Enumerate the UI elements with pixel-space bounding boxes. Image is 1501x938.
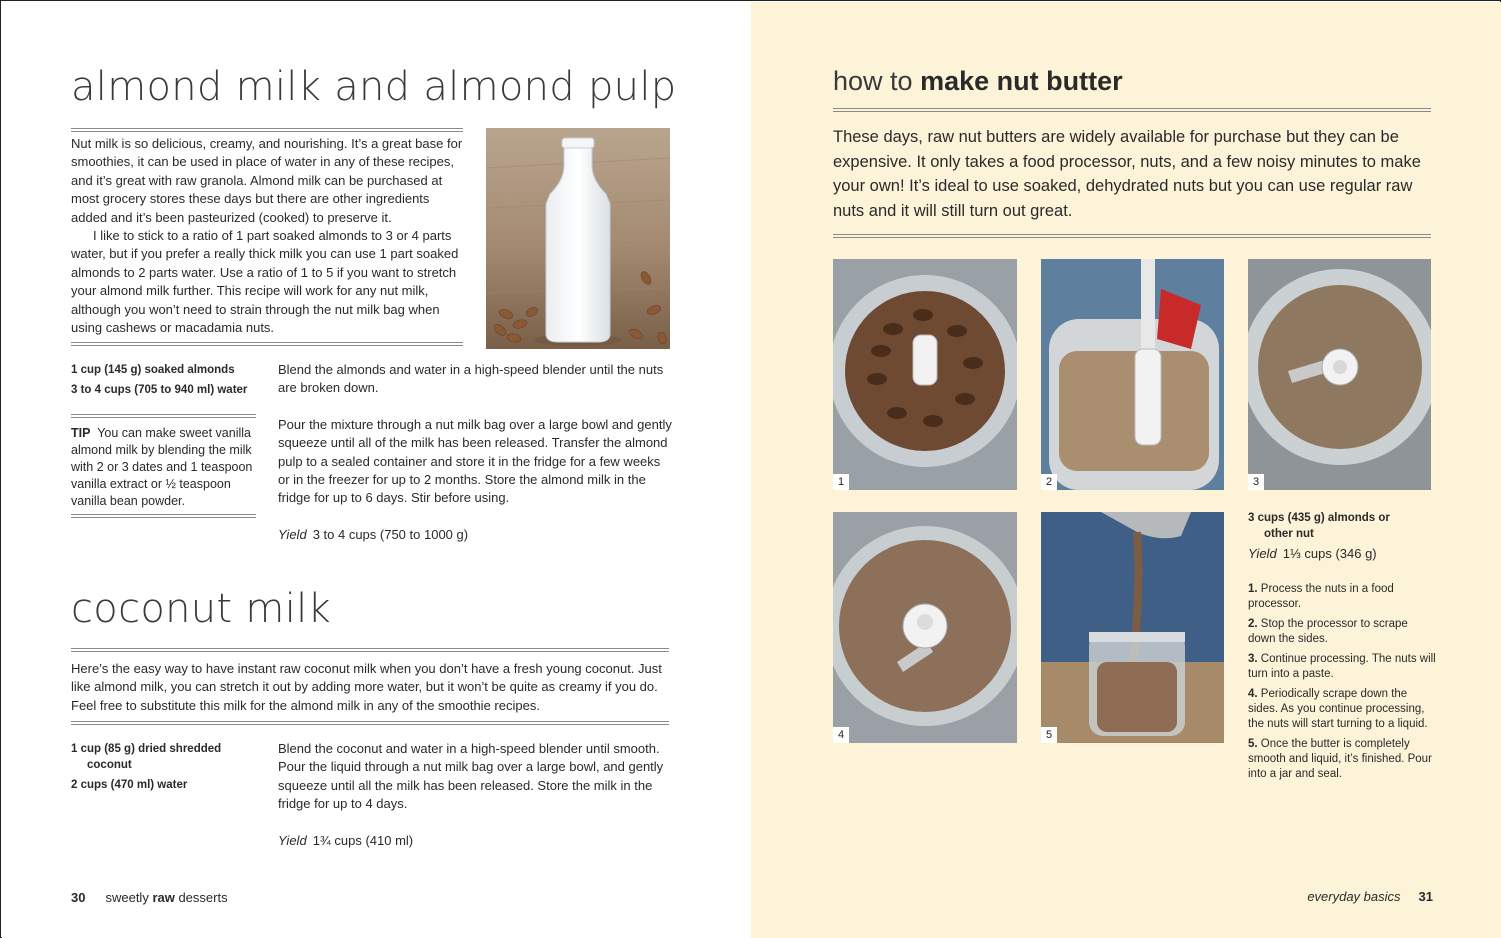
ingredient: 1 cup (85 g) dried shredded bbox=[71, 743, 222, 755]
step-item bbox=[1248, 737, 1438, 782]
step-text: Once the butter is completely smooth and liquid, it’s finished. Pour into a jar and seal. bbox=[1248, 738, 1432, 780]
pecans-processor-image bbox=[833, 259, 1017, 490]
tip-label: TIP bbox=[71, 426, 91, 440]
step-photo-4 bbox=[833, 512, 1017, 743]
tip-box bbox=[71, 425, 261, 510]
almond-milk-title: almond milk and almond pulp bbox=[71, 64, 677, 110]
almond-yield bbox=[278, 526, 674, 544]
almond-milk-photo bbox=[486, 128, 670, 349]
step-photo-2 bbox=[1041, 259, 1224, 490]
almond-intro-p2: I like to stick to a ratio of 1 part soaked almonds to 3 or 4 parts water, but if you prefer a really thick milk you can use 1 part soaked almonds to 2 parts water. Use a ratio of 1 to 5 if you want to stretch your almond milk further. This recipe will work for any nut milk, although you won’t need to strain through the nut milk bag when using cashews or macadamia nuts. bbox=[71, 228, 459, 336]
right-page bbox=[751, 2, 1501, 938]
divider bbox=[71, 414, 256, 418]
photo-number: 1 bbox=[833, 474, 849, 490]
yield-label: Yield bbox=[278, 832, 307, 848]
almond-step-2: Pour the mixture through a nut milk bag over a large bowl and gently squeeze until all of the milk has been released. Transfer the almond pulp to a sealed container and store it in the fridge for a few weeks or in the freezer for up to 2 months. Store the almond milk in the fridge for up to 6 days. Stir before using. bbox=[278, 416, 672, 506]
nut-butter-steps bbox=[1248, 582, 1438, 782]
divider bbox=[833, 108, 1431, 112]
coconut-intro: Here’s the easy way to have instant raw coconut milk when you don’t have a fresh young coconut. Just like almond milk, you can stretch it out by adding more water, but it won’t be quite as creamy if you do. Feel free to substitute this milk for the almond milk in any of the smoothie recipes. bbox=[71, 661, 662, 713]
photo-number: 4 bbox=[833, 727, 849, 743]
step-text: Stop the processor to scrape down the sides. bbox=[1248, 618, 1408, 645]
left-footer bbox=[71, 890, 228, 905]
coconut-yield bbox=[278, 832, 674, 850]
right-footer bbox=[1303, 889, 1433, 904]
nut-butter-yield bbox=[1248, 546, 1377, 561]
photo-number: 3 bbox=[1248, 474, 1264, 490]
nut-butter-ingredients bbox=[1248, 510, 1438, 542]
coconut-method bbox=[278, 740, 674, 850]
coconut-milk-title: coconut milk bbox=[71, 586, 331, 632]
step-num: 4. bbox=[1248, 688, 1258, 700]
nut-butter-title bbox=[833, 66, 1123, 97]
tip-text: You can make sweet vanilla almond milk by blending the milk with 2 or 3 dates and 1 teaspoon vanilla extract or ½ teaspoon vanilla bean powder. bbox=[71, 426, 253, 508]
almond-milk-bottle-image bbox=[486, 128, 670, 349]
nut-butter-intro: These days, raw nut butters are widely available for purchase but they can be expensive. It only takes a food processor, nuts, and a few noisy minutes to make your own! It’s ideal to use soaked, dehydrated nuts but you can use regular raw nuts and it will still turn out great. bbox=[833, 128, 1421, 220]
smooth-butter-image bbox=[833, 512, 1017, 743]
step-photo-5 bbox=[1041, 512, 1224, 743]
almond-method bbox=[278, 361, 674, 544]
title-bold: make nut butter bbox=[920, 66, 1123, 96]
divider bbox=[833, 234, 1431, 238]
divider bbox=[71, 514, 256, 518]
section-name: everyday basics bbox=[1307, 889, 1401, 904]
step-num: 1. bbox=[1248, 583, 1258, 595]
page-number: 31 bbox=[1418, 889, 1433, 904]
coconut-step: Blend the coconut and water in a high-speed blender until smooth. Pour the liquid through a nut milk bag over a large bowl, and gently squeeze until all the milk has been released. Store the milk in the fridge for up to 4 days. bbox=[278, 741, 664, 812]
ingredient: 2 cups (470 ml) water bbox=[71, 779, 188, 791]
divider bbox=[71, 342, 463, 346]
step-num: 3. bbox=[1248, 653, 1258, 665]
divider bbox=[71, 721, 669, 725]
divider bbox=[71, 648, 669, 652]
coconut-ingredients bbox=[71, 741, 266, 793]
photo-number: 5 bbox=[1041, 727, 1057, 743]
step-photo-1 bbox=[833, 259, 1017, 490]
almond-intro bbox=[71, 135, 466, 337]
step-text: Process the nuts in a food processor. bbox=[1248, 583, 1394, 610]
divider bbox=[71, 128, 463, 132]
step-item bbox=[1248, 652, 1438, 682]
ingredient: 1 cup (145 g) soaked almonds bbox=[71, 364, 235, 376]
yield-label: Yield bbox=[278, 526, 307, 542]
step-photo-3 bbox=[1248, 259, 1431, 490]
step-item bbox=[1248, 582, 1438, 612]
almond-step-1: Blend the almonds and water in a high-speed blender until the nuts are broken down. bbox=[278, 362, 664, 396]
step-text: Continue processing. The nuts will turn into a paste. bbox=[1248, 653, 1436, 680]
yield-value: 3 to 4 cups (750 to 1000 g) bbox=[312, 526, 469, 542]
yield-value: 1⅓ cups (346 g) bbox=[1282, 546, 1377, 561]
ingredient: coconut bbox=[87, 759, 132, 771]
ingredient: 3 to 4 cups (705 to 940 ml) water bbox=[71, 384, 248, 396]
yield-label: Yield bbox=[1248, 546, 1277, 561]
left-page bbox=[2, 2, 751, 938]
step-num: 2. bbox=[1248, 618, 1258, 630]
step-item bbox=[1248, 617, 1438, 647]
title-prefix: how to bbox=[833, 66, 921, 96]
almond-intro-p1: Nut milk is so delicious, creamy, and nourishing. It’s a great base for smoothies, it can be used in place of water in any of these recipes, and it’s great with raw granola. Almond milk can be purchased at most grocery stores these days but there are other ingredients added and it’s been pasteurized (cooked) to preserve it. bbox=[71, 136, 463, 225]
ground-nuts-spatula-image bbox=[1041, 259, 1224, 490]
ingredient: other nut bbox=[1264, 528, 1314, 540]
photo-number: 2 bbox=[1041, 474, 1057, 490]
pouring-jar-image bbox=[1041, 512, 1224, 743]
step-num: 5. bbox=[1248, 738, 1258, 750]
page-number: 30 bbox=[71, 890, 86, 905]
book-title-part: sweetly bbox=[105, 890, 153, 905]
ingredient: 3 cups (435 g) almonds or bbox=[1248, 512, 1390, 524]
yield-value: 1¾ cups (410 ml) bbox=[312, 832, 414, 848]
almond-ingredients bbox=[71, 362, 266, 398]
nut-paste-blade-image bbox=[1248, 259, 1431, 490]
step-text: Periodically scrape down the sides. As you continue processing, the nuts will start turning to a liquid. bbox=[1248, 688, 1428, 730]
book-title-part: raw bbox=[152, 890, 175, 905]
book-title-part: desserts bbox=[174, 890, 228, 905]
step-item bbox=[1248, 687, 1438, 732]
